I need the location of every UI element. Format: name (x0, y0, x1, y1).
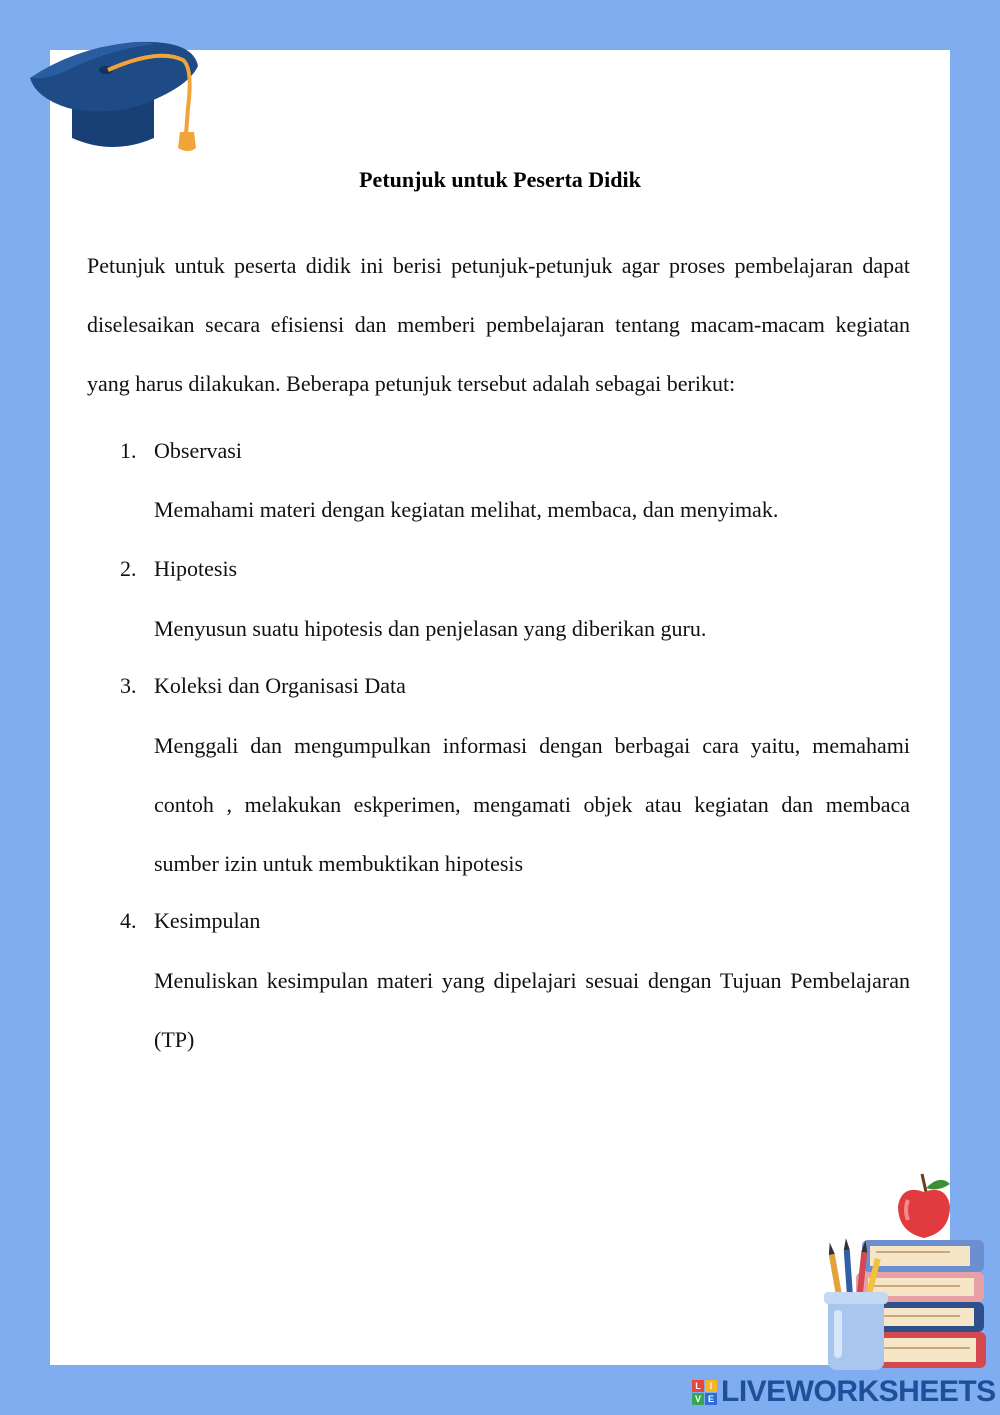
list-item-heading: Observasi (154, 438, 242, 463)
list-item-number: 4. (120, 908, 137, 933)
list-item-description: Menuliskan kesimpulan materi yang dipelajari sesuai dengan Tujuan Pembelajaran (TP) (154, 968, 910, 1052)
list-item-number: 2. (120, 556, 137, 581)
liveworksheets-watermark (692, 1372, 996, 1412)
books-apple-pencils-icon (820, 1170, 990, 1375)
list-item-heading: Koleksi dan Organisasi Data (154, 673, 406, 698)
graduation-cap-icon (28, 38, 208, 158)
list-item-description: Menyusun suatu hipotesis dan penjelasan yang diberikan guru. (154, 616, 707, 641)
list-item-heading: Hipotesis (154, 556, 238, 581)
page-title: Petunjuk untuk Peserta Didik (359, 167, 641, 192)
badge-letter: I (705, 1380, 717, 1392)
list-item-number: 3. (120, 673, 137, 698)
badge-letter: E (705, 1393, 717, 1405)
badge-letter: V (692, 1393, 704, 1405)
list-item-description: Menggali dan mengumpulkan informasi dengan berbagai cara yaitu, memahami contoh , melakukan eskperimen, mengamati objek atau kegiatan dan membaca sumber izin untuk membuktikan hipotesis (154, 733, 910, 876)
list-item-number: 1. (120, 438, 137, 463)
list-item-description: Memahami materi dengan kegiatan melihat, membaca, dan menyimak. (154, 497, 779, 522)
watermark-text: LIVEWORKSHEETS (721, 1375, 996, 1408)
list-item-heading: Kesimpulan (154, 908, 261, 933)
live-badge-icon (692, 1380, 717, 1405)
badge-letter: L (692, 1380, 704, 1392)
intro-paragraph: Petunjuk untuk peserta didik ini berisi petunjuk-petunjuk agar proses pembelajaran dapat diselesaikan secara efisiensi dan memberi pembelajaran tentang macam-macam kegiatan yang harus dilakukan. Beberapa petunjuk tersebut adalah sebagai berikut: (87, 253, 910, 396)
